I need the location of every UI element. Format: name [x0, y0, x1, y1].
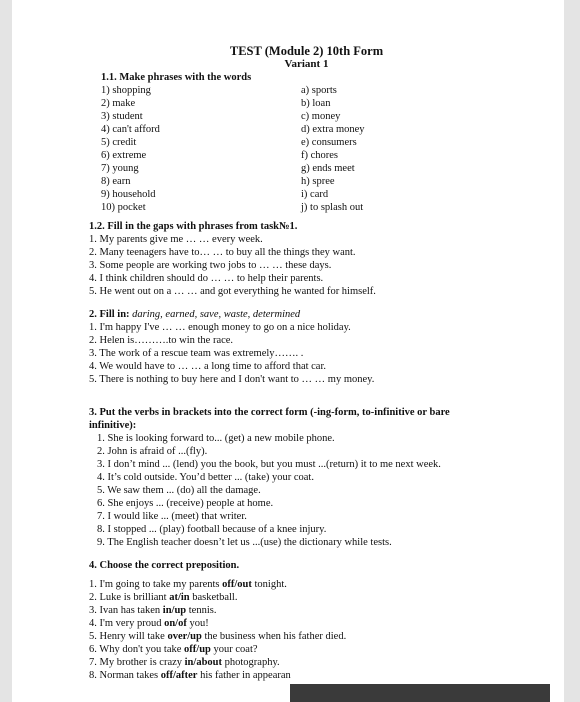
list-item — [89, 630, 489, 643]
sentence-end: you! — [186, 618, 209, 629]
list-item: 1. She is looking forward to... (get) a new mobile phone. — [97, 433, 335, 444]
phrase-word-right: c) money — [301, 111, 341, 122]
document-page — [12, 0, 564, 702]
list-item: 2. John is afraid of ...(fly). — [97, 446, 208, 457]
phrase-word-right: i) card — [301, 189, 329, 200]
list-item: 5. We saw them ... (do) all the damage. — [97, 485, 261, 496]
section-2-list — [89, 321, 489, 386]
sentence-start: 4. I'm very proud — [89, 618, 165, 629]
list-item — [89, 604, 489, 617]
section-1-1 — [101, 71, 489, 214]
sentence-end: your coat? — [210, 644, 258, 655]
list-item: 9. The English teacher doesn’t let us ...(use) the dictionary while tests. — [97, 537, 392, 548]
section-1-1-heading: 1.1. Make phrases with the words — [101, 72, 252, 83]
list-item: 3. I don’t mind ... (lend) you the book, but you must ...(return) it to me next week. — [97, 459, 441, 470]
section-2-heading — [89, 308, 489, 321]
phrase-word-right: d) extra money — [301, 124, 365, 135]
sentence-end: tonight. — [251, 579, 287, 590]
list-item: 3. The work of a rescue team was extremely……. . — [89, 348, 304, 359]
sentence-start: 6. Why don't you take — [89, 644, 185, 655]
sentence-start: 8. Norman takes — [89, 670, 161, 681]
list-item: 3. Some people are working two jobs to … … these days. — [89, 260, 332, 271]
viewer-left-margin — [0, 0, 12, 702]
document-content — [89, 44, 489, 682]
list-item: 8. I stopped ... (play) football because of a knee injury. — [97, 524, 327, 535]
sentence-end: photography. — [222, 657, 280, 668]
sentence-end: the business when his father died. — [201, 631, 347, 642]
phrase-word-left: 6) extreme — [101, 150, 147, 161]
page-title: TEST (Module 2) 10th Form — [229, 44, 384, 58]
section-3-list — [89, 432, 489, 549]
phrase-word-right: b) loan — [301, 98, 331, 109]
section-1-2-list — [89, 233, 489, 298]
section-4-list — [89, 578, 489, 682]
section-2 — [89, 308, 489, 386]
list-item: 5. There is nothing to buy here and I don't want to … … my money. — [89, 374, 375, 385]
phrase-word-right: a) sports — [301, 85, 337, 96]
section-3 — [89, 406, 489, 549]
viewer-right-margin — [564, 0, 580, 702]
phrase-word-left: 7) young — [101, 163, 139, 174]
sentence-end: basketball. — [189, 592, 238, 603]
phrase-word-left: 8) earn — [101, 176, 131, 187]
list-item — [89, 656, 489, 669]
phrase-word-right: h) spree — [301, 176, 335, 187]
section-3-heading-cont: infinitive): — [89, 420, 137, 431]
preposition-choice: off/after — [160, 670, 198, 681]
viewer-toolbar-overlay[interactable] — [290, 684, 550, 702]
sentence-start: 2. Luke is brilliant — [89, 592, 170, 603]
preposition-choice: at/in — [169, 592, 190, 603]
list-item — [89, 578, 489, 591]
list-item: 1. I'm happy I've … … enough money to go on a nice holiday. — [89, 322, 351, 333]
phrase-word-right: f) chores — [301, 150, 339, 161]
phrase-word-left: 5) credit — [101, 137, 137, 148]
section-3-heading: 3. Put the verbs in brackets into the correct form (-ing-form, to-infinitive or bare — [89, 407, 450, 418]
phrase-word-right: g) ends meet — [301, 163, 355, 174]
preposition-choice: in/about — [184, 657, 222, 668]
preposition-choice: off/out — [222, 579, 252, 590]
list-item: 4. I think children should do … … to help their parents. — [89, 273, 324, 284]
list-item — [89, 643, 489, 656]
sentence-start: 7. My brother is crazy — [89, 657, 185, 668]
list-item: 1. My parents give me … … every week. — [89, 234, 263, 245]
phrase-word-left: 1) shopping — [101, 85, 151, 96]
list-item: 5. He went out on a … … and got everything he wanted for himself. — [89, 286, 376, 297]
sentence-end: tennis. — [186, 605, 217, 616]
sentence-start: 3. Ivan has taken — [89, 605, 163, 616]
preposition-choice: off/up — [184, 644, 211, 655]
list-item: 6. She enjoys ... (receive) people at home. — [97, 498, 274, 509]
phrase-word-left: 9) household — [101, 189, 156, 200]
phrase-word-left: 2) make — [101, 98, 136, 109]
phrase-word-left: 4) can't afford — [101, 124, 160, 135]
sentence-end: his father in appearan — [197, 670, 291, 681]
list-item: 2. Many teenagers have to… … to buy all the things they want. — [89, 247, 356, 258]
section-4-heading: 4. Choose the correct preposition. — [89, 560, 240, 571]
list-item: 4. We would have to … … a long time to afford that car. — [89, 361, 327, 372]
sentence-start: 5. Henry will take — [89, 631, 168, 642]
phrase-word-right: j) to splash out — [301, 202, 364, 213]
section-1-2 — [89, 220, 489, 298]
list-item — [89, 617, 489, 630]
section-2-word-bank: daring, earned, save, waste, determined — [129, 309, 301, 320]
matching-columns — [101, 84, 489, 214]
sentence-start: 1. I'm going to take my parents — [89, 579, 223, 590]
section-1-2-heading: 1.2. Fill in the gaps with phrases from task№1. — [89, 221, 298, 232]
section-4 — [89, 559, 489, 682]
preposition-choice: in/up — [162, 605, 187, 616]
phrase-word-left: 10) pocket — [101, 202, 146, 213]
list-item — [89, 669, 489, 682]
list-item: 2. Helen is……….to win the race. — [89, 335, 234, 346]
phrase-word-left: 3) student — [101, 111, 143, 122]
list-item — [89, 591, 489, 604]
preposition-choice: over/up — [167, 631, 202, 642]
variant-label: Variant 1 — [284, 58, 329, 70]
list-item: 7. I would like ... (meet) that writer. — [97, 511, 247, 522]
preposition-choice: on/of — [164, 618, 187, 629]
list-item: 4. It’s cold outside. You’d better ... (take) your coat. — [97, 472, 314, 483]
phrase-word-right: e) consumers — [301, 137, 357, 148]
section-2-heading-label: 2. Fill in: — [89, 309, 130, 320]
